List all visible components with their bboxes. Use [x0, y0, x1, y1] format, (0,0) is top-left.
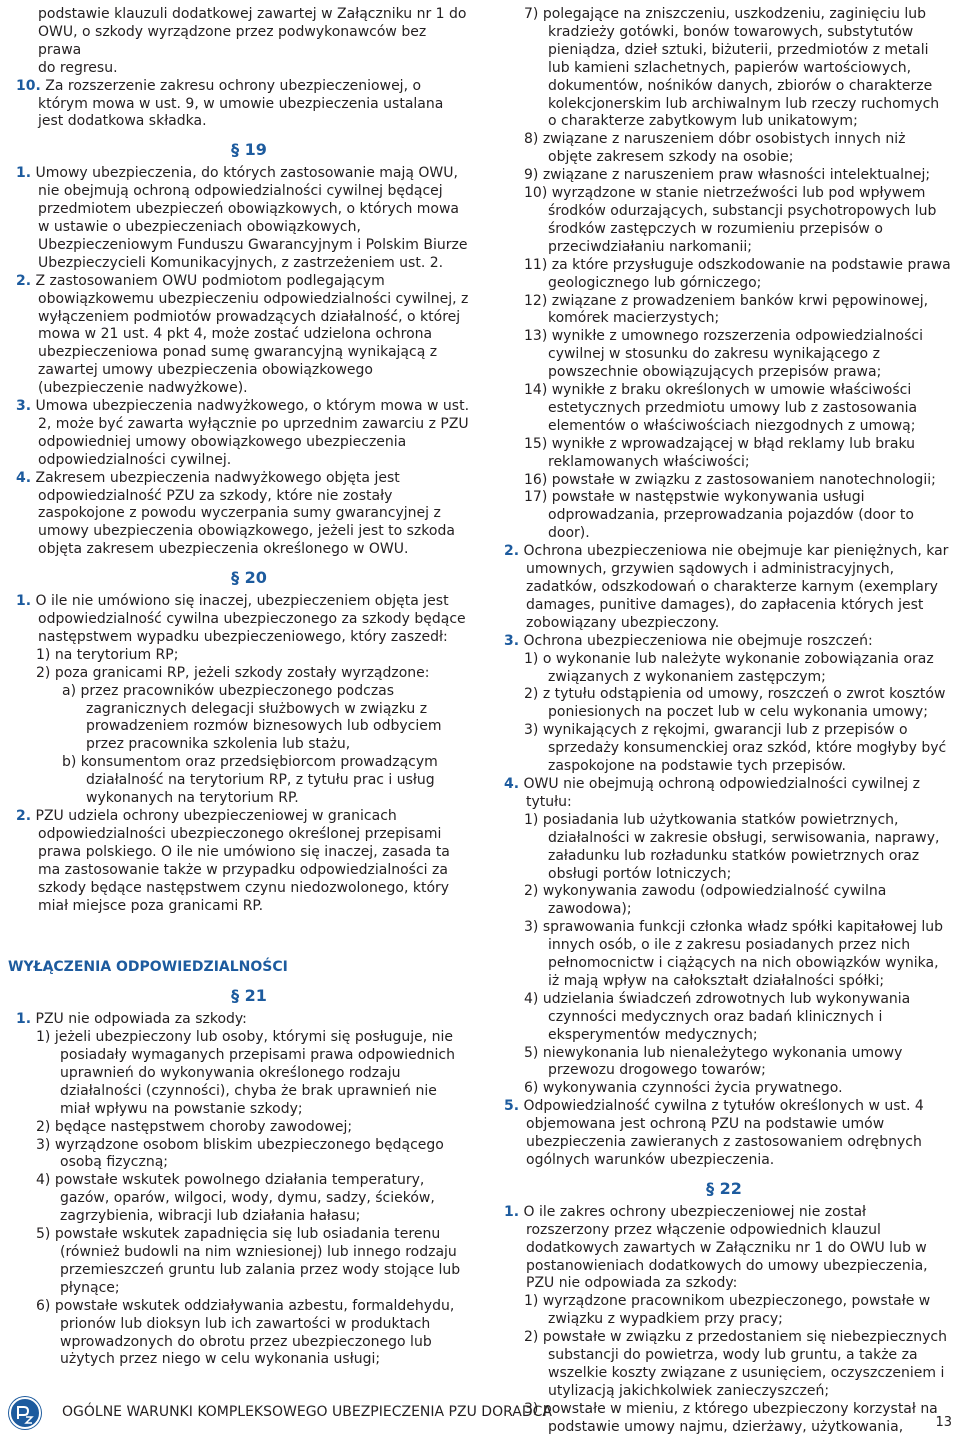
s21-item-1-sub-14: 14) wynikłe z braku określonych w umowie właściwości estetycznych przedmiotu umowy lub z zastosowania elementów o właściwościach niezgodnych z umową;: [524, 382, 918, 434]
section-21-title: § 21: [231, 986, 267, 1006]
s20-item-2: 2. PZU udziela ochrony ubezpieczeniowej w granicach odpowiedzialności ubezpieczonego określonej przepisami prawa polskiego. O ile nie umówiono się inaczej, zasada ta ma zastosowanie także w przypadku odpowiedzialności za szkody będące następstwem czynu niedozwolonego, który miał miejsce poza granicami RP.: [16, 807, 450, 914]
s21-item-1-sub-2: 2) będące następstwem choroby zawodowej;: [36, 1118, 353, 1135]
left-column: [8, 6, 470, 1369]
s21-item-1-sub-3: 3) wyrządzone osobom bliskim ubezpieczonego będącego osobą fizyczną;: [36, 1136, 444, 1171]
exclusions-heading: WYŁĄCZENIA ODPOWIEDZIALNOŚCI: [8, 959, 288, 976]
s21-item-4-sub-5: 5) niewykonania lub nienależytego wykonania umowy przewozu drogowego towarów;: [524, 1044, 903, 1079]
section-22-title: § 22: [706, 1178, 742, 1198]
s21-item-3-sub-3: 3) wynikających z rękojmi, gwarancji lub z przepisów o sprzedaży konsumenckiej oraz szkód, które mogłyby być zaspokojone na podstawie tych przepisów.: [524, 722, 947, 775]
s22-item-1-sub-3: 3) powstałe w mieniu, z którego ubezpieczony korzystał na podstawie umowy najmu, dzierżawy, użytkowania,: [524, 1400, 938, 1434]
s22-item-1-sub-2: 2) powstałe w związku z przedostaniem się niebezpiecznych substancji do powietrza, wody lub gruntu, a także za wszelkie koszty związane z usunięciem, oczyszczeniem i utylizacją jakichkolwiek zanieczyszczeń;: [524, 1329, 947, 1399]
s21-item-1-sub-5: 5) powstałe wskutek zapadnięcia się lub osiadania terenu (również budowli na nim wzniesionej) lub innego rodzaju przemieszczeń gruntu lub zalania przez wody stojące lub płynące;: [36, 1226, 461, 1296]
s21-item-1-sub-8: 8) związane z naruszeniem dóbr osobistych innych niż objęte zakresem szkody na osobie;: [524, 131, 906, 166]
s21-item-1-sub-1: 1) jeżeli ubezpieczony lub osoby, którymi się posługuje, nie posiadały wymaganych przepisami prawa odpowiednich uprawnień do wykonywania określonego rodzaju działalności (czynności), chyba że brak uprawnień nie miał wpływu na powstanie szkody;: [36, 1029, 456, 1117]
intro-line-3: do regresu.: [38, 59, 118, 76]
s19-item-3: 3. Umowa ubezpieczenia nadwyżkowego, o którym mowa w ust. 2, może być zawarta wyłącznie po uprzednim zawarciu z PZU odpowiedniej umowy obowiązkowego ubezpieczenia odpowiedzialności cywilnej.: [16, 398, 470, 468]
s21-item-1-sub-16: 16) powstałe w związku z zastosowaniem nanotechnologii;: [524, 471, 936, 488]
page-footer: [0, 1394, 960, 1434]
s21-item-4: 4. OWU nie obejmują ochroną odpowiedzialności cywilnej z tytułu:: [504, 775, 920, 810]
s22-item-1-sub-1: 1) wyrządzone pracownikom ubezpieczonego, powstałe w związku z wypadkiem przy pracy;: [524, 1293, 931, 1328]
s21-item-4-sub-3: 3) sprawowania funkcji członka władz spółki kapitałowej lub innych osób, o ile z zakresu posiadanych przez nich pełnomocnictw i ciążących na nich obowiązków wynika, iż mają wpływ na całokształt działalności spółki;: [524, 919, 943, 989]
s21-item-1-sub-4: 4) powstałe wskutek powolnego działania temperatury, gazów, oparów, wilgoci, wody, dymu, sadzy, ścieków, zagrzybienia, wibracji lub działania hałasu;: [36, 1172, 435, 1225]
item-10-text: Za rozszerzenie zakresu ochrony ubezpieczeniowej, o którym mowa w ust. 9, w umowie ubezpieczenia ustalana jest dodatkowa składka.: [38, 77, 444, 130]
s21-item-1-sub-12: 12) związane z prowadzeniem banków krwi pępowinowej, komórek macierzystych;: [524, 292, 929, 327]
item-10-number: 10.: [16, 77, 41, 94]
footer-title: OGÓLNE WARUNKI KOMPLEKSOWEGO UBEZPIECZENIA PZU DORADCA: [62, 1404, 552, 1420]
s21-item-5: 5. Odpowiedzialność cywilna z tytułów określonych w ust. 4 objemowana jest ochroną PZU na podstawie umów ubezpieczenia zawieranych z zastosowaniem odrębnych ogólnych warunków ubezpieczenia.: [504, 1098, 924, 1168]
s21-item-1-sub-7: 7) polegające na zniszczeniu, uszkodzeniu, zaginięciu lub kradzieży gotówki, bonów towarowych, substytutów pieniądza, dzieł sztuki, biżuterii, przedmiotów z metali lub kamieni szlachetnych, papierów wartościowych, dokumentów, nośników danych, zbiorów o charakterze kolekcjonerskim lub archiwalnym lub rzeczy ruchomych o charakterze zabytkowym lub unikatowym;: [524, 6, 940, 130]
right-column: [496, 6, 952, 1434]
s20-item-1-sub-2a: a) przez pracowników ubezpieczonego podczas zagranicznych delegacji służbowych w związku z prowadzeniem rozmów biznesowych lub odbyciem przez pracownika szkolenia lub stażu,: [62, 682, 442, 753]
intro-line-2: OWU, o szkody wyrządzone przez podwykonawców bez prawa: [38, 23, 427, 58]
s21-item-1-sub-13: 13) wynikłe z umownego rozszerzenia odpowiedzialności cywilnej w stosunku do zakresu wynikającego z powszechnie obowiązujących przepisów prawa;: [524, 328, 923, 381]
s21-item-1-sub-11: 11) za które przysługuje odszkodowanie na podstawie prawa geologicznego lub górniczego;: [524, 256, 951, 291]
s21-item-1: 1. PZU nie odpowiada za szkody:: [16, 1011, 247, 1028]
page-number: 13: [935, 1415, 952, 1430]
s21-item-1-sub-17: 17) powstałe w następstwie wykonywania usługi odprowadzania, przeprowadzania pojazdów (door to door).: [524, 489, 914, 542]
s21-item-1-sub-15: 15) wynikłe z wprowadzającej w błąd reklamy lub braku reklamowanych właściwości;: [524, 435, 916, 470]
intro-line-1: podstawie klauzuli dodatkowej zawartej w Załączniku nr 1 do: [38, 6, 467, 22]
s19-item-4: 4. Zakresem ubezpieczenia nadwyżkowego objęta jest odpowiedzialność PZU za szkody, które nie zostały zaspokojone z powodu wyczerpania sumy gwarancyjnej z umowy ubezpieczenia obowiązkowego, jeżeli jest to szkoda objęta zakresem ubezpieczenia określonego w OWU.: [16, 469, 455, 558]
pzu-logo-icon: [8, 1396, 42, 1430]
s21-item-1-sub-9: 9) związane z naruszeniem praw własności intelektualnej;: [524, 167, 931, 184]
s21-item-1-sub-6: 6) powstałe wskutek oddziaływania azbestu, formaldehydu, prionów lub dioksyn lub ich zawartości w produktach wprowadzonych do obrotu przez ubezpieczonego lub użytych przez niego w celu wykonania usługi;: [36, 1297, 455, 1368]
s20-item-1-sub-2: 2) poza granicami RP, jeżeli szkody zostały wyrządzone:: [36, 664, 430, 681]
s21-item-3: 3. Ochrona ubezpieczeniowa nie obejmuje roszczeń:: [504, 632, 873, 649]
s21-item-2: 2. Ochrona ubezpieczeniowa nie obejmuje kar pieniężnych, kar umownych, grzywien sądowych i administracyjnych, zadatków, odszkodowań o charakterze karnym (exemplary damages, punitive damages), do zapłacenia których jest zobowiązany ubezpieczony.: [504, 543, 949, 631]
s20-item-1-sub-2b: b) konsumentom oraz przedsiębiorcom prowadzącym działalność na terytorium RP, z tytułu prac i usług wykonanych na terytorium RP.: [62, 754, 438, 807]
s21-item-4-sub-1: 1) posiadania lub użytkowania statków powietrznych, działalności w zakresie obsługi, serwisowania, naprawy, załadunku lub rozładunku statków powietrznych oraz obsługi portów lotniczych;: [524, 811, 940, 882]
section-19-title: § 19: [231, 140, 267, 160]
item-10: [8, 78, 470, 132]
s21-item-1-sub-10: 10) wyrządzone w stanie nietrzeźwości lub pod wpływem środków odurzających, substancji psychotropowych lub środków zastępczych w rozumieniu przepisów o przeciwdziałaniu narkomanii;: [524, 185, 937, 255]
s21-item-4-sub-6: 6) wykonywania czynności życia prywatnego.: [524, 1080, 843, 1097]
pzu-logo-graphic: [8, 1396, 42, 1430]
s22-item-1: 1. O ile zakres ochrony ubezpieczeniowej nie został rozszerzony przez włączenie odpowiednich klauzul dodatkowych zawartych w Załączniku nr 1 do OWU lub w postanowieniach dodatkowych do umowy ubezpieczenia, PZU nie odpowiada za szkody:: [504, 1203, 928, 1292]
s20-item-1-sub-1: 1) na terytorium RP;: [36, 646, 179, 663]
s21-item-4-sub-4: 4) udzielania świadczeń zdrowotnych lub wykonywania czynności medycznych oraz badań klinicznych i eksperymentów medycznych;: [524, 990, 911, 1043]
s20-item-1: 1. O ile nie umówiono się inaczej, ubezpieczeniem objęta jest odpowiedzialność cywilna ubezpieczonego za szkody będące następstwem wypadku ubezpieczeniowego, który zaszedł:: [16, 593, 466, 645]
s21-item-4-sub-2: 2) wykonywania zawodu (odpowiedzialność cywilna zawodowa);: [524, 883, 887, 918]
s21-item-3-sub-2: 2) z tytułu odstąpienia od umowy, roszczeń o zwrot kosztów poniesionych na poczet lub w celu wykonania umowy;: [524, 686, 946, 721]
s21-item-3-sub-1: 1) o wykonanie lub należyte wykonanie zobowiązania oraz związanych z wykonaniem zastępczym;: [524, 650, 934, 685]
section-20-title: § 20: [231, 568, 267, 588]
s19-item-2: 2. Z zastosowaniem OWU podmiotom podlegającym obowiązkowemu ubezpieczeniu odpowiedzialności cywilnej, z wyłączeniem podmiotów prowadzących działalność, o której mowa w 21 ust. 4 pkt 4, może zostać udzielona ochrona ubezpieczeniowa ponad sumę gwarancyjną wynikającą z zawartej umowy ubezpieczenia obowiązkowego (ubezpieczenie nadwyżkowe).: [16, 272, 469, 397]
s19-item-1: 1. Umowy ubezpieczenia, do których zastosowanie mają OWU, nie obejmują ochroną odpowiedzialności cywilnej będącej przedmiotem ubezpieczeń obowiązkowych, o których mowa w ustawie o ubezpieczeniach obowiązkowych, Ubezpieczeniowym Funduszu Gwarancyjnym i Polskim Biurze Ubezpieczycieli Komunikacyjnych, z zastrzeżeniem ust. 2.: [16, 165, 468, 271]
